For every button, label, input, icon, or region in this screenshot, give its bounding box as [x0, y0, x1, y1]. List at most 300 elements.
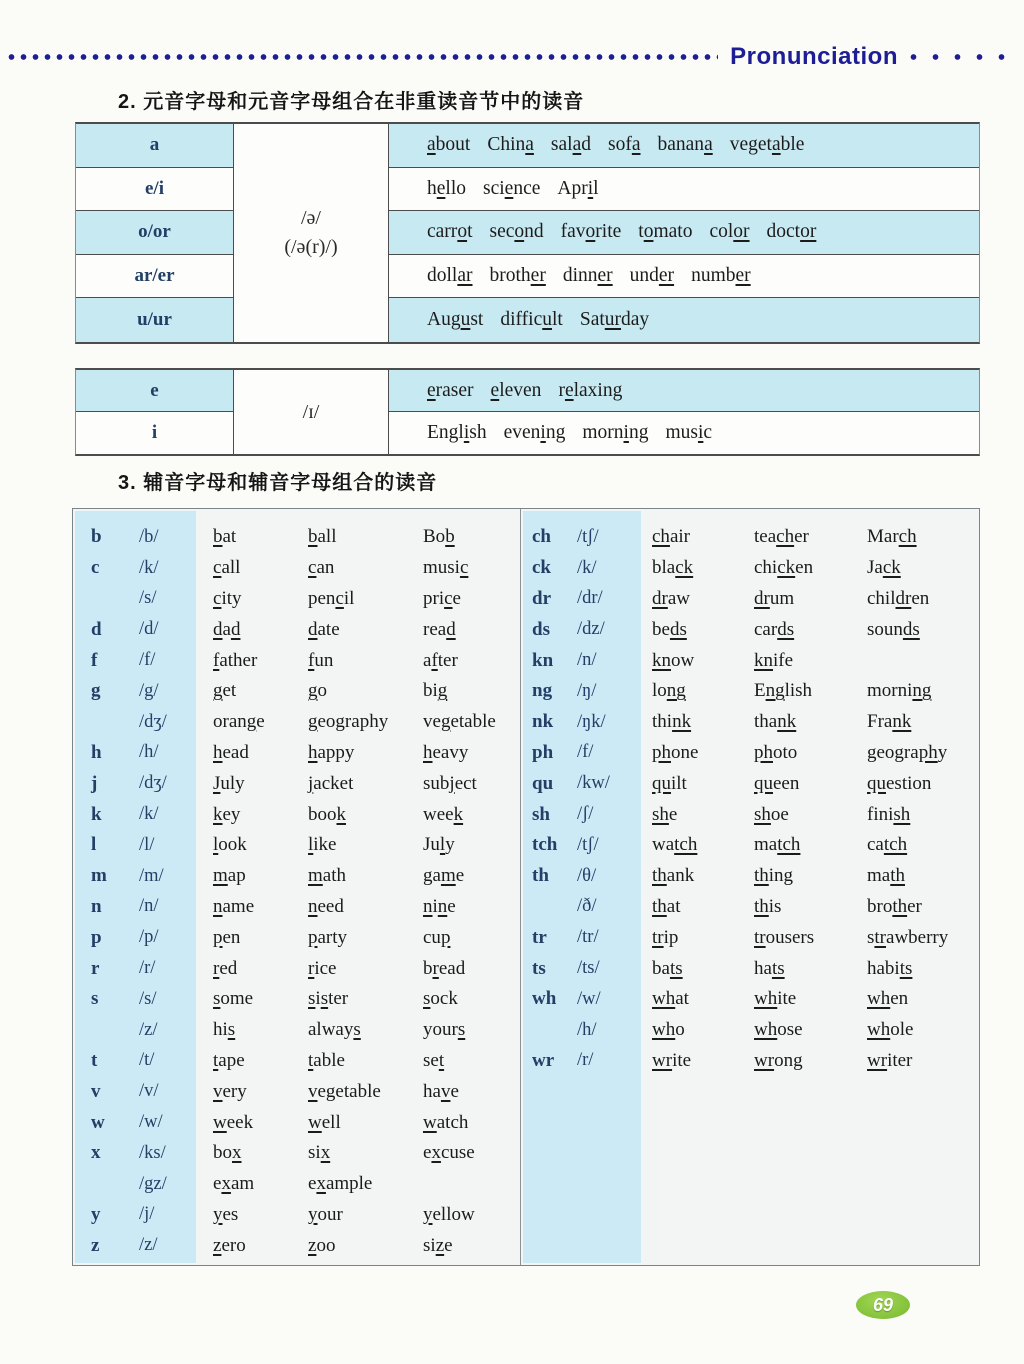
underlined-letters: s [213, 988, 221, 1010]
example-word: after [423, 649, 458, 671]
example-word: relaxing [558, 379, 623, 401]
vowel-sound-table-short-i [75, 368, 980, 456]
phoneme-symbol: /tr/ [577, 927, 599, 948]
consonant-row [73, 892, 520, 923]
consonant-letters: f [91, 649, 98, 671]
example-word: vegetable [308, 1080, 381, 1102]
phoneme-symbol: /k/ [139, 557, 159, 578]
underlined-letters: w [423, 1111, 437, 1133]
underlined-letters: y [213, 1203, 223, 1225]
underlined-letters: ds [669, 618, 687, 640]
consonant-row [521, 1015, 979, 1046]
underlined-letters: qu [652, 772, 671, 794]
examples-cell [389, 124, 979, 168]
consonant-row [521, 676, 979, 707]
phoneme-symbol: /ŋk/ [577, 711, 606, 732]
phoneme-symbol: /tʃ/ [577, 526, 599, 547]
phoneme-symbol: /h/ [577, 1019, 597, 1040]
consonant-sound-table [72, 508, 980, 1266]
consonant-letters: tr [532, 926, 547, 948]
example-word: queen [754, 772, 800, 794]
phoneme-symbol: /r/ [139, 958, 156, 979]
example-word: bread [423, 957, 466, 979]
example-word: Bob [423, 526, 455, 548]
example-word: whose [754, 1019, 803, 1041]
example-word: big [423, 680, 448, 702]
phoneme-cell [233, 124, 389, 342]
example-word: dollar [427, 265, 473, 287]
phoneme-symbol: /p/ [139, 927, 159, 948]
consonant-letters: l [91, 834, 97, 856]
consonant-row [521, 738, 979, 769]
example-word: like [308, 834, 337, 856]
phoneme-symbol: /ks/ [139, 1142, 166, 1163]
example-word: fun [308, 649, 334, 671]
underlined-letters: i [697, 422, 704, 443]
example-word: rice [308, 957, 337, 979]
underlined-letters: x [431, 1142, 441, 1164]
example-word: his [213, 1019, 236, 1041]
underlined-letters: kn [754, 649, 773, 671]
phoneme-symbol: /s/ [139, 988, 157, 1009]
phoneme-symbol: /r/ [577, 1050, 594, 1071]
consonant-letters: ds [532, 618, 550, 640]
consonant-row [73, 707, 520, 738]
consonant-letters: kn [532, 649, 554, 671]
consonant-row [73, 522, 520, 553]
underlined-letters: sh [754, 803, 771, 825]
consonant-letters: dr [532, 587, 551, 609]
example-word: chair [652, 526, 690, 548]
example-word: wrong [754, 1049, 803, 1071]
example-word: morning [582, 422, 649, 443]
example-word: English [754, 680, 813, 702]
phoneme-symbol: /z/ [139, 1235, 158, 1256]
examples-cell [389, 168, 979, 212]
underlined-letters: n [213, 895, 223, 917]
example-word: Saturday [579, 309, 650, 331]
example-word: example [308, 1173, 373, 1195]
underlined-letters: d [230, 618, 241, 640]
underlined-letters: a [771, 134, 781, 156]
underlined-letters: sh [893, 803, 911, 825]
underlined-letters: tch [674, 834, 698, 856]
example-word: sister [308, 988, 349, 1010]
consonant-letters: qu [532, 772, 554, 794]
consonant-letters: ch [532, 526, 551, 548]
letters-cell: i [151, 422, 158, 443]
example-word: yellow [423, 1203, 475, 1225]
underlined-letters: ur [604, 309, 622, 331]
consonant-row [73, 584, 520, 615]
example-word: table [308, 1049, 345, 1071]
underlined-letters: or [733, 221, 750, 243]
example-word: zoo [308, 1234, 336, 1256]
underlined-letters: g [308, 711, 318, 733]
example-word: very [213, 1080, 247, 1102]
example-word: book [308, 803, 346, 825]
page-header [8, 42, 1018, 72]
underlined-letters: th [892, 895, 908, 917]
example-word: well [308, 1111, 341, 1133]
underlined-letters: th [754, 865, 769, 887]
example-word: read [423, 618, 456, 640]
phoneme-symbol: /v/ [139, 1081, 159, 1102]
underlined-letters: f [213, 649, 220, 671]
consonant-letters: wr [532, 1049, 555, 1071]
example-word: Frank [867, 711, 912, 733]
example-word: heavy [423, 741, 469, 763]
underlined-letters: ck [882, 557, 901, 579]
example-word: finish [867, 803, 911, 825]
example-word: Jack [867, 557, 901, 579]
underlined-letters: c [308, 557, 317, 579]
underlined-letters: i [587, 177, 594, 199]
example-word: number [691, 265, 751, 287]
underlined-letters: g [440, 711, 451, 733]
example-word: teacher [754, 526, 809, 548]
underlined-letters: tch [777, 834, 801, 856]
phoneme-symbol: /j/ [139, 1204, 155, 1225]
phoneme-symbol-alt: (/ə(r)/) [284, 235, 338, 258]
example-word: July [423, 834, 455, 856]
letters-cell: e/i [76, 168, 233, 212]
example-word: draw [652, 587, 690, 609]
underlined-letters: th [652, 865, 667, 887]
example-word: week [213, 1111, 254, 1133]
consonant-row [521, 768, 979, 799]
phoneme-symbol: /m/ [139, 865, 164, 886]
consonant-rows-right [521, 522, 979, 1076]
example-word: watch [652, 834, 698, 856]
phoneme-symbol: /g/ [139, 680, 159, 701]
underlined-letters: t [213, 1049, 219, 1071]
underlined-letters: ph [652, 741, 671, 763]
underlined-letters: tch [883, 834, 908, 856]
consonant-row [73, 645, 520, 676]
example-word: about [427, 134, 471, 156]
underlined-letters: v [308, 1080, 318, 1102]
phoneme-symbol: /dʒ/ [139, 711, 167, 732]
underlined-letters: er [735, 265, 751, 287]
underlined-letters: e [490, 379, 500, 401]
underlined-letters: c [213, 587, 222, 609]
example-word: July [213, 772, 245, 794]
underlined-letters: z [435, 1234, 445, 1256]
underlined-letters: c [459, 557, 469, 579]
phoneme-symbol: /ə/ [301, 206, 321, 229]
underlined-letters: g [246, 711, 257, 733]
underlined-letters: k [213, 803, 223, 825]
example-word: party [308, 926, 348, 948]
vowel-sound-table-schwa [75, 122, 980, 344]
example-word: she [652, 803, 678, 825]
example-word: head [213, 741, 249, 763]
consonant-row [73, 738, 520, 769]
example-word: brother [489, 265, 546, 287]
underlined-letters: ts [669, 957, 683, 979]
example-word: children [867, 587, 930, 609]
phoneme-symbol: /ŋ/ [577, 680, 597, 701]
example-word: sock [423, 988, 458, 1010]
example-word: orange [213, 711, 265, 733]
phoneme-symbol: /ɪ/ [302, 400, 320, 423]
consonant-letters: sh [532, 803, 550, 825]
consonant-letters: r [91, 957, 100, 979]
underlined-letters: ts [899, 957, 913, 979]
underlined-letters: a [427, 134, 436, 156]
example-word: salad [550, 134, 591, 156]
underlined-letters: p [440, 926, 451, 948]
example-word: week [423, 803, 464, 825]
example-word: geography [308, 711, 389, 733]
underlined-letters: wr [867, 1049, 888, 1071]
consonant-letters: g [91, 680, 101, 702]
consonant-letters: nk [532, 711, 554, 733]
example-word: tomato [638, 221, 693, 243]
underlined-letters: t [308, 1049, 314, 1071]
underlined-letters: v [440, 1080, 451, 1102]
consonant-row [73, 830, 520, 861]
underlined-letters: j [449, 772, 455, 794]
underlined-letters: wh [867, 1019, 891, 1041]
underlined-letters: n [423, 895, 433, 917]
consonant-letters: k [91, 803, 102, 825]
letters-cell: u/ur [76, 298, 233, 342]
underlined-letters: i [540, 422, 546, 443]
underlined-letters: d [213, 618, 223, 640]
consonant-letters: th [532, 865, 549, 887]
phoneme-symbol: /t/ [139, 1050, 155, 1071]
example-word: white [754, 988, 797, 1010]
underlined-letters: f [308, 649, 315, 671]
consonant-row [73, 861, 520, 892]
example-word: knife [754, 649, 794, 671]
example-word: some [213, 988, 254, 1010]
consonant-row [521, 984, 979, 1015]
example-word: key [213, 803, 241, 825]
example-word: cup [423, 926, 451, 948]
phoneme-symbol: /ð/ [577, 896, 597, 917]
example-word: when [867, 988, 909, 1010]
consonant-row [73, 1015, 520, 1046]
underlined-letters: wh [652, 988, 676, 1010]
underlined-letters: g [213, 680, 223, 702]
underlined-letters: p [213, 926, 223, 948]
consonant-table-right-half [520, 509, 979, 1265]
example-word: China [487, 134, 534, 156]
phoneme-symbol: /w/ [577, 988, 601, 1009]
underlined-letters: ar [457, 265, 473, 287]
underlined-letters: ds [902, 618, 920, 640]
letters-cell: o/or [76, 211, 233, 255]
example-word: six [308, 1142, 331, 1164]
example-word: what [652, 988, 689, 1010]
underlined-letters: ck [777, 557, 796, 579]
example-word: box [213, 1142, 242, 1164]
example-word: pen [213, 926, 241, 948]
example-word: call [213, 557, 241, 579]
example-word: know [652, 649, 695, 671]
underlined-letters: wh [652, 1019, 676, 1041]
phoneme-symbol: /f/ [577, 742, 594, 763]
underlined-letters: k [453, 803, 464, 825]
underlined-letters: a [704, 134, 713, 156]
phoneme-symbol: /dz/ [577, 619, 605, 640]
example-word: happy [308, 741, 355, 763]
example-word: get [213, 680, 237, 702]
letters-cell: ar/er [76, 255, 233, 299]
example-word: always [308, 1019, 361, 1041]
example-word: music [423, 557, 469, 579]
example-word: August [427, 309, 484, 331]
example-word: have [423, 1080, 459, 1102]
example-word: game [423, 865, 465, 887]
underlined-letters: d [308, 618, 318, 640]
example-word: set [423, 1049, 445, 1071]
phoneme-symbol: /n/ [577, 650, 597, 671]
page-title: Pronunciation [730, 43, 898, 70]
underlined-letters: i [623, 422, 629, 443]
consonant-row [73, 614, 520, 645]
consonant-table-left-half [73, 509, 520, 1265]
example-word: question [867, 772, 932, 794]
consonant-letters: d [91, 618, 102, 640]
underlined-letters: sh [652, 803, 669, 825]
consonant-row [73, 1138, 520, 1169]
underlined-letters: x [221, 1173, 231, 1195]
underlined-letters: e [564, 379, 574, 401]
underlined-letters: s [308, 988, 316, 1010]
underlined-letters: b [308, 526, 318, 548]
letters-cell: e [76, 370, 233, 412]
consonant-letters: ts [532, 957, 546, 979]
underlined-letters: v [213, 1080, 223, 1102]
consonant-row [521, 861, 979, 892]
example-word: quilt [652, 772, 687, 794]
consonant-row [521, 522, 979, 553]
consonant-row [73, 799, 520, 830]
underlined-letters: a [572, 134, 582, 156]
underlined-letters: r [432, 957, 439, 979]
underlined-letters: y [308, 1203, 318, 1225]
example-word: map [213, 865, 246, 887]
underlined-letters: ng [912, 680, 932, 702]
example-word: morning [867, 680, 932, 702]
phoneme-symbol: /θ/ [577, 865, 597, 886]
underlined-letters: c [213, 557, 222, 579]
example-word: eraser [427, 379, 474, 401]
underlined-letters: er [530, 265, 546, 287]
example-word: strawberry [867, 926, 949, 948]
underlined-letters: w [213, 1111, 227, 1133]
underlined-letters: ng [765, 680, 785, 702]
underlined-letters: nk [777, 711, 797, 733]
example-word: trip [652, 926, 679, 948]
underlined-letters: n [437, 895, 448, 917]
example-word: thank [754, 711, 797, 733]
underlined-letters: l [308, 834, 314, 856]
example-word: shoe [754, 803, 789, 825]
underlined-letters: dr [754, 587, 770, 609]
underlined-letters: tr [652, 926, 664, 948]
underlined-letters: g [308, 680, 318, 702]
example-word: bats [652, 957, 683, 979]
underlined-letters: er [658, 265, 675, 287]
example-word: music [665, 422, 713, 443]
example-word: evening [503, 422, 566, 443]
underlined-letters: m [308, 865, 323, 887]
consonant-row [521, 892, 979, 923]
example-word: jacket [308, 772, 354, 794]
example-word: thank [652, 865, 695, 887]
underlined-letters: s [227, 1019, 236, 1041]
underlined-letters: nk [892, 711, 912, 733]
underlined-letters: wr [754, 1049, 775, 1071]
example-word: match [754, 834, 801, 856]
example-word: price [423, 587, 461, 609]
phoneme-symbol: /b/ [139, 526, 159, 547]
consonant-row [521, 645, 979, 676]
underlined-letters: m [440, 865, 456, 887]
example-word: write [652, 1049, 692, 1071]
underlined-letters: e [427, 379, 436, 401]
phoneme-symbol: /d/ [139, 619, 159, 640]
underlined-letters: o [643, 221, 654, 243]
example-word: favorite [560, 221, 622, 243]
example-word: photo [754, 741, 798, 763]
underlined-letters: qu [754, 772, 773, 794]
consonant-letters: wh [532, 988, 557, 1010]
underlined-letters: kn [652, 649, 671, 671]
underlined-letters: e [504, 177, 514, 199]
underlined-letters: u [542, 309, 552, 331]
consonant-letters: x [91, 1142, 101, 1164]
underlined-letters: dr [895, 587, 912, 609]
example-word: go [308, 680, 327, 702]
consonant-row [521, 614, 979, 645]
example-word: father [213, 649, 258, 671]
phoneme-symbol: /ts/ [577, 958, 600, 979]
underlined-letters: k [336, 803, 346, 825]
underlined-letters: ds [777, 618, 795, 640]
example-word: your [308, 1203, 343, 1225]
example-word: nine [423, 895, 456, 917]
example-word: date [308, 618, 340, 640]
underlined-letters: b [213, 526, 223, 548]
example-word: excuse [423, 1142, 475, 1164]
example-word: red [213, 957, 238, 979]
consonant-row [73, 953, 520, 984]
phoneme-symbol: /s/ [139, 588, 157, 609]
consonant-row [73, 553, 520, 584]
underlined-letters: th [890, 865, 905, 887]
underlined-letters: o [457, 221, 468, 243]
example-word: name [213, 895, 255, 917]
example-word: difficult [500, 309, 563, 331]
underlined-letters: o [585, 221, 596, 243]
example-word: long [652, 680, 686, 702]
consonant-row [521, 922, 979, 953]
example-word: second [489, 221, 544, 243]
underlined-letters: dr [652, 587, 668, 609]
consonant-row [73, 1107, 520, 1138]
dotted-rule-right [910, 53, 1018, 61]
example-word: pencil [308, 587, 355, 609]
example-word: dad [213, 618, 241, 640]
consonant-letters: n [91, 895, 102, 917]
consonant-row [521, 799, 979, 830]
